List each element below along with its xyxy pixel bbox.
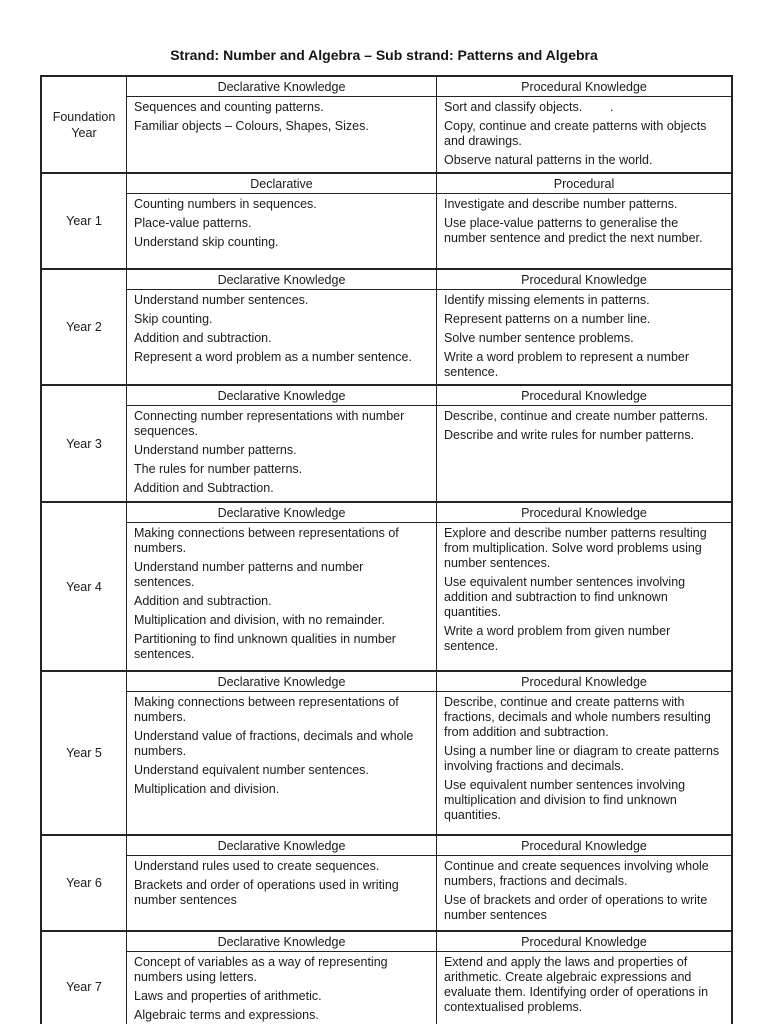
procedural-content-cell	[437, 952, 731, 1024]
declarative-content-cell	[127, 97, 437, 172]
knowledge-item: Use equivalent number sentences involving multiplication and division to find unknown quantities.	[444, 778, 689, 822]
procedural-content-cell	[437, 523, 731, 670]
procedural-header-cell: Procedural Knowledge	[437, 77, 731, 97]
knowledge-item: Counting numbers in sequences.	[134, 197, 317, 211]
declarative-content-cell	[127, 406, 437, 501]
declarative-header-cell: Declarative	[127, 174, 437, 194]
knowledge-item: Addition and Subtraction.	[134, 481, 274, 495]
year-label: Year 5	[42, 672, 127, 834]
knowledge-item: Describe, continue and create patterns with fractions, decimals and whole numbers resulting from addition and subtraction.	[444, 695, 715, 739]
knowledge-item: Represent a word problem as a number sentence.	[134, 350, 412, 364]
procedural-content-cell	[437, 406, 731, 501]
knowledge-item: Represent patterns on a number line.	[444, 312, 651, 326]
knowledge-item: Continue and create sequences involving whole numbers, fractions and decimals.	[444, 859, 713, 888]
knowledge-item: Concept of variables as a way of representing numbers using letters.	[134, 955, 392, 984]
year-label: Year 3	[42, 386, 127, 501]
knowledge-item: Extend and apply the laws and properties of arithmetic. Create algebraic expressions and evaluate them. Identifying order of operations in contextualised problems.	[444, 955, 712, 1014]
declarative-content-cell	[127, 856, 437, 930]
curriculum-table	[40, 75, 733, 1024]
procedural-header-cell: Procedural Knowledge	[437, 270, 731, 290]
knowledge-item: Partitioning to find unknown qualities in number sentences.	[134, 632, 400, 661]
knowledge-item: Understand number sentences.	[134, 293, 309, 307]
knowledge-item: Use place-value patterns to generalise the number sentence and predict the next number.	[444, 216, 703, 245]
procedural-header-cell: Procedural Knowledge	[437, 503, 731, 523]
knowledge-item: Multiplication and division.	[134, 782, 280, 796]
procedural-header-cell: Procedural Knowledge	[437, 386, 731, 406]
knowledge-item: Copy, continue and create patterns with objects and drawings.	[444, 119, 710, 148]
procedural-header-cell: Procedural Knowledge	[437, 672, 731, 692]
knowledge-item: Understand value of fractions, decimals and whole numbers.	[134, 729, 417, 758]
knowledge-item: Understand number patterns and number sentences.	[134, 560, 367, 589]
year-label: Foundation Year	[42, 77, 127, 172]
knowledge-item: Multiplication and division, with no remainder.	[134, 613, 385, 627]
procedural-header-cell: Procedural Knowledge	[437, 836, 731, 856]
declarative-header-cell: Declarative Knowledge	[127, 932, 437, 952]
section-year-1	[42, 172, 731, 268]
knowledge-item: Use of brackets and order of operations to write number sentences	[444, 893, 711, 922]
year-label: Year 1	[42, 174, 127, 268]
declarative-header-cell: Declarative Knowledge	[127, 836, 437, 856]
declarative-content-cell	[127, 290, 437, 384]
procedural-content-cell	[437, 194, 731, 268]
knowledge-item: Familiar objects – Colours, Shapes, Sizes.	[134, 119, 369, 133]
knowledge-item: Understand skip counting.	[134, 235, 279, 249]
knowledge-item: Understand number patterns.	[134, 443, 297, 457]
year-label: Year 4	[42, 503, 127, 670]
knowledge-item: Making connections between representations of numbers.	[134, 695, 403, 724]
declarative-content-cell	[127, 523, 437, 670]
knowledge-item: Connecting number representations with number sequences.	[134, 409, 408, 438]
knowledge-item: Skip counting.	[134, 312, 213, 326]
knowledge-item: Using a number line or diagram to create patterns involving fractions and decimals.	[444, 744, 723, 773]
knowledge-item: Algebraic terms and expressions.	[134, 1008, 319, 1022]
declarative-header-cell: Declarative Knowledge	[127, 672, 437, 692]
section-year-5	[42, 670, 731, 834]
section-foundation-year	[42, 77, 731, 172]
procedural-content-cell	[437, 856, 731, 930]
declarative-content-cell	[127, 692, 437, 834]
knowledge-item: Addition and subtraction.	[134, 331, 272, 345]
knowledge-item: Identify missing elements in patterns.	[444, 293, 650, 307]
section-year-4	[42, 501, 731, 670]
section-year-3	[42, 384, 731, 501]
procedural-content-cell	[437, 290, 731, 384]
knowledge-item: Place-value patterns.	[134, 216, 252, 230]
knowledge-item: Understand equivalent number sentences.	[134, 763, 369, 777]
knowledge-item: Describe, continue and create number patterns.	[444, 409, 709, 423]
section-year-6	[42, 834, 731, 930]
knowledge-item: Understand rules used to create sequences.	[134, 859, 380, 873]
page-title: Strand: Number and Algebra – Sub strand: Patterns and Algebra	[170, 47, 598, 63]
declarative-content-cell	[127, 194, 437, 268]
knowledge-item: Brackets and order of operations used in writing number sentences	[134, 878, 403, 907]
knowledge-item: Observe natural patterns in the world.	[444, 153, 653, 167]
knowledge-item: Solve number sentence problems.	[444, 331, 634, 345]
knowledge-item: Addition and subtraction.	[134, 594, 272, 608]
procedural-header-cell: Procedural	[437, 174, 731, 194]
knowledge-item: Describe and write rules for number patterns.	[444, 428, 695, 442]
year-label: Year 7	[42, 932, 127, 1024]
knowledge-item: Making connections between representations of numbers.	[134, 526, 403, 555]
knowledge-item: Sequences and counting patterns.	[134, 100, 324, 114]
knowledge-item: Investigate and describe number patterns.	[444, 197, 678, 211]
knowledge-item: Laws and properties of arithmetic.	[134, 989, 322, 1003]
section-year-7	[42, 930, 731, 1024]
year-label: Year 6	[42, 836, 127, 930]
declarative-header-cell: Declarative Knowledge	[127, 270, 437, 290]
knowledge-item: The rules for number patterns.	[134, 462, 303, 476]
section-year-2	[42, 268, 731, 384]
declarative-header-cell: Declarative Knowledge	[127, 386, 437, 406]
knowledge-item: Sort and classify objects. .	[444, 100, 614, 114]
declarative-content-cell	[127, 952, 437, 1024]
procedural-content-cell	[437, 692, 731, 834]
knowledge-item: Use equivalent number sentences involving addition and subtraction to find unknown quantities.	[444, 575, 689, 619]
declarative-header-cell: Declarative Knowledge	[127, 503, 437, 523]
knowledge-item: Write a word problem from given number sentence.	[444, 624, 674, 653]
knowledge-item: Write a word problem to represent a number sentence.	[444, 350, 693, 379]
procedural-content-cell	[437, 97, 731, 172]
procedural-header-cell: Procedural Knowledge	[437, 932, 731, 952]
year-label: Year 2	[42, 270, 127, 384]
knowledge-item: Explore and describe number patterns resulting from multiplication. Solve word problems using number sentences.	[444, 526, 711, 570]
declarative-header-cell: Declarative Knowledge	[127, 77, 437, 97]
